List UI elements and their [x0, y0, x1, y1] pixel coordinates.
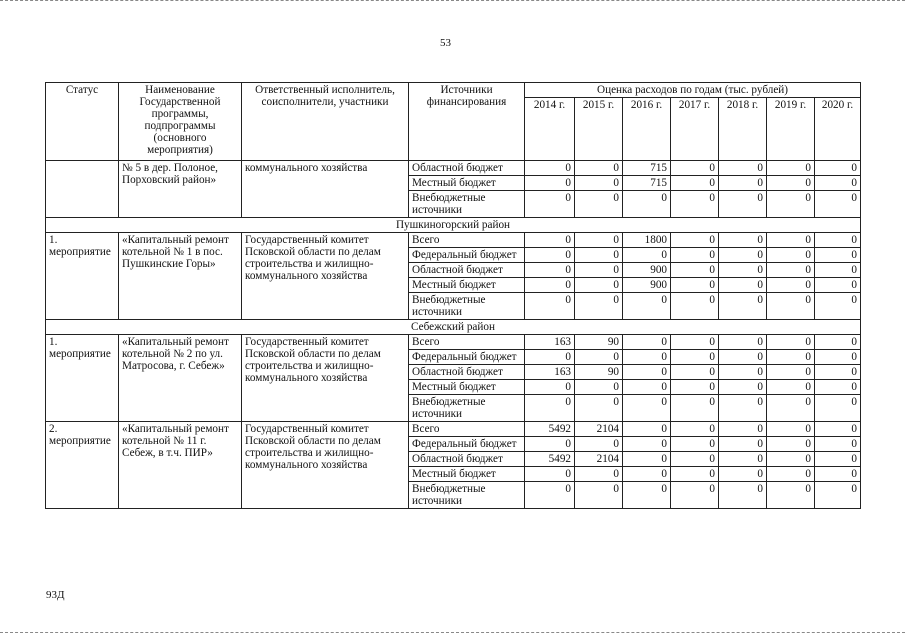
- amount-cell: 0: [623, 293, 671, 320]
- amount-cell: 0: [525, 176, 575, 191]
- amount-cell: 0: [719, 191, 767, 218]
- amount-cell: 0: [815, 365, 861, 380]
- amount-cell: 0: [815, 437, 861, 452]
- amount-cell: 0: [575, 350, 623, 365]
- amount-cell: 0: [671, 278, 719, 293]
- amount-cell: 0: [815, 278, 861, 293]
- amount-cell: 0: [767, 248, 815, 263]
- amount-cell: 0: [671, 176, 719, 191]
- amount-cell: 0: [719, 335, 767, 350]
- header-year: 2014 г.: [525, 98, 575, 161]
- amount-cell: 0: [815, 452, 861, 467]
- scan-edge-top: [0, 0, 905, 5]
- amount-cell: 0: [767, 335, 815, 350]
- amount-cell: 0: [525, 350, 575, 365]
- amount-cell: 0: [525, 233, 575, 248]
- header-year: 2017 г.: [671, 98, 719, 161]
- table-row: [46, 335, 861, 350]
- table-row: [46, 161, 861, 176]
- amount-cell: 0: [815, 248, 861, 263]
- amount-cell: 0: [767, 233, 815, 248]
- measure-name-cell: «Капитальный ремонт котельной № 11 г. Себеж, в т.ч. ПИР»: [119, 422, 242, 509]
- funding-source-cell: Федеральный бюджет: [409, 248, 525, 263]
- amount-cell: 0: [671, 395, 719, 422]
- amount-cell: 0: [575, 395, 623, 422]
- section-row: [46, 320, 861, 335]
- funding-source-cell: Внебюджетные источники: [409, 395, 525, 422]
- amount-cell: 0: [623, 191, 671, 218]
- amount-cell: 0: [719, 233, 767, 248]
- measure-name-cell: «Капитальный ремонт котельной № 2 по ул. Матросова, г. Себеж»: [119, 335, 242, 422]
- amount-cell: 0: [623, 395, 671, 422]
- amount-cell: 0: [767, 293, 815, 320]
- status-cell: 2. мероприятие: [46, 422, 119, 509]
- amount-cell: 0: [767, 395, 815, 422]
- header-year: 2015 г.: [575, 98, 623, 161]
- funding-source-cell: Областной бюджет: [409, 263, 525, 278]
- funding-source-cell: Местный бюджет: [409, 176, 525, 191]
- funding-source-cell: Федеральный бюджет: [409, 437, 525, 452]
- amount-cell: 0: [525, 437, 575, 452]
- amount-cell: 0: [767, 278, 815, 293]
- amount-cell: 163: [525, 335, 575, 350]
- amount-cell: 0: [623, 350, 671, 365]
- amount-cell: 0: [719, 161, 767, 176]
- amount-cell: 0: [719, 452, 767, 467]
- measure-name-cell: № 5 в дер. Полоное, Порховский район»: [119, 161, 242, 218]
- executor-cell: коммунального хозяйства: [242, 161, 409, 218]
- amount-cell: 0: [575, 161, 623, 176]
- amount-cell: 0: [671, 161, 719, 176]
- amount-cell: 0: [719, 263, 767, 278]
- amount-cell: 0: [671, 380, 719, 395]
- amount-cell: 0: [815, 467, 861, 482]
- amount-cell: 0: [525, 293, 575, 320]
- funding-source-cell: Всего: [409, 233, 525, 248]
- section-row: [46, 218, 861, 233]
- amount-cell: 0: [671, 233, 719, 248]
- executor-cell: Государственный комитет Псковской области по делам строительства и жилищно-коммунального хозяйства: [242, 233, 409, 320]
- amount-cell: 163: [525, 365, 575, 380]
- funding-source-cell: Внебюджетные источники: [409, 482, 525, 509]
- amount-cell: 90: [575, 335, 623, 350]
- status-cell: 1. мероприятие: [46, 233, 119, 320]
- header-executor: Ответственный исполнитель, соисполнители, участники: [242, 83, 409, 161]
- amount-cell: 0: [719, 395, 767, 422]
- funding-source-cell: Федеральный бюджет: [409, 350, 525, 365]
- expenditure-table: [45, 82, 861, 509]
- amount-cell: 0: [815, 233, 861, 248]
- amount-cell: 0: [671, 335, 719, 350]
- document-code: 93Д: [46, 589, 65, 601]
- header-sources: Источники финансирования: [409, 83, 525, 161]
- amount-cell: 0: [719, 278, 767, 293]
- amount-cell: 0: [623, 437, 671, 452]
- amount-cell: 900: [623, 278, 671, 293]
- amount-cell: 0: [815, 422, 861, 437]
- amount-cell: 2104: [575, 422, 623, 437]
- amount-cell: 0: [671, 437, 719, 452]
- amount-cell: 0: [767, 161, 815, 176]
- funding-source-cell: Областной бюджет: [409, 452, 525, 467]
- section-title: Себежский район: [46, 320, 861, 335]
- funding-source-cell: Всего: [409, 422, 525, 437]
- amount-cell: 0: [525, 380, 575, 395]
- amount-cell: 0: [671, 191, 719, 218]
- amount-cell: 0: [815, 380, 861, 395]
- amount-cell: 0: [671, 263, 719, 278]
- amount-cell: 0: [671, 365, 719, 380]
- amount-cell: 0: [767, 365, 815, 380]
- header-year: 2018 г.: [719, 98, 767, 161]
- amount-cell: 0: [719, 350, 767, 365]
- executor-cell: Государственный комитет Псковской области по делам строительства и жилищно-коммунального хозяйства: [242, 335, 409, 422]
- amount-cell: 0: [575, 248, 623, 263]
- amount-cell: 0: [671, 467, 719, 482]
- header-year: 2020 г.: [815, 98, 861, 161]
- table-row: [46, 422, 861, 437]
- status-cell: [46, 161, 119, 218]
- amount-cell: 0: [525, 161, 575, 176]
- amount-cell: 0: [623, 380, 671, 395]
- amount-cell: 0: [719, 380, 767, 395]
- funding-source-cell: Областной бюджет: [409, 365, 525, 380]
- amount-cell: 0: [623, 482, 671, 509]
- amount-cell: 0: [525, 263, 575, 278]
- amount-cell: 0: [575, 467, 623, 482]
- amount-cell: 715: [623, 176, 671, 191]
- amount-cell: 0: [623, 365, 671, 380]
- amount-cell: 0: [575, 191, 623, 218]
- amount-cell: 0: [719, 365, 767, 380]
- amount-cell: 0: [815, 335, 861, 350]
- amount-cell: 0: [719, 482, 767, 509]
- amount-cell: 900: [623, 263, 671, 278]
- amount-cell: 0: [719, 467, 767, 482]
- amount-cell: 0: [815, 191, 861, 218]
- amount-cell: 0: [767, 437, 815, 452]
- scan-edge-bottom: [0, 632, 905, 637]
- page-number: 53: [440, 37, 451, 49]
- amount-cell: 0: [671, 293, 719, 320]
- amount-cell: 5492: [525, 452, 575, 467]
- amount-cell: 0: [815, 482, 861, 509]
- funding-source-cell: Местный бюджет: [409, 467, 525, 482]
- amount-cell: 0: [525, 467, 575, 482]
- amount-cell: 0: [623, 248, 671, 263]
- amount-cell: 0: [815, 263, 861, 278]
- amount-cell: 5492: [525, 422, 575, 437]
- funding-source-cell: Местный бюджет: [409, 380, 525, 395]
- funding-source-cell: Всего: [409, 335, 525, 350]
- header-estimate: Оценка расходов по годам (тыс. рублей): [525, 83, 861, 98]
- amount-cell: 0: [815, 293, 861, 320]
- amount-cell: 0: [671, 350, 719, 365]
- funding-source-cell: Областной бюджет: [409, 161, 525, 176]
- amount-cell: 90: [575, 365, 623, 380]
- amount-cell: 0: [767, 380, 815, 395]
- amount-cell: 715: [623, 161, 671, 176]
- amount-cell: 0: [575, 263, 623, 278]
- amount-cell: 0: [719, 176, 767, 191]
- executor-cell: Государственный комитет Псковской области по делам строительства и жилищно-коммунального хозяйства: [242, 422, 409, 509]
- amount-cell: 0: [671, 452, 719, 467]
- amount-cell: 0: [623, 452, 671, 467]
- amount-cell: 0: [719, 437, 767, 452]
- header-status: Статус: [46, 83, 119, 161]
- funding-source-cell: Местный бюджет: [409, 278, 525, 293]
- amount-cell: 0: [767, 176, 815, 191]
- amount-cell: 0: [767, 263, 815, 278]
- measure-name-cell: «Капитальный ремонт котельной № 1 в пос. Пушкинские Горы»: [119, 233, 242, 320]
- header-name: Наименование Государственной программы, подпрограммы (основного мероприятия): [119, 83, 242, 161]
- header-year: 2016 г.: [623, 98, 671, 161]
- amount-cell: 2104: [575, 452, 623, 467]
- amount-cell: 0: [719, 422, 767, 437]
- amount-cell: 0: [815, 176, 861, 191]
- amount-cell: 0: [719, 293, 767, 320]
- amount-cell: 0: [767, 482, 815, 509]
- amount-cell: 0: [719, 248, 767, 263]
- amount-cell: 0: [815, 350, 861, 365]
- amount-cell: 0: [575, 482, 623, 509]
- header-row-1: [46, 83, 861, 98]
- amount-cell: 0: [575, 293, 623, 320]
- amount-cell: 0: [767, 422, 815, 437]
- amount-cell: 0: [671, 248, 719, 263]
- amount-cell: 0: [623, 467, 671, 482]
- amount-cell: 0: [525, 278, 575, 293]
- header-year: 2019 г.: [767, 98, 815, 161]
- amount-cell: 1800: [623, 233, 671, 248]
- amount-cell: 0: [767, 452, 815, 467]
- amount-cell: 0: [815, 161, 861, 176]
- amount-cell: 0: [525, 395, 575, 422]
- amount-cell: 0: [575, 380, 623, 395]
- amount-cell: 0: [525, 191, 575, 218]
- amount-cell: 0: [575, 233, 623, 248]
- amount-cell: 0: [623, 335, 671, 350]
- amount-cell: 0: [767, 191, 815, 218]
- status-cell: 1. мероприятие: [46, 335, 119, 422]
- amount-cell: 0: [525, 482, 575, 509]
- amount-cell: 0: [575, 437, 623, 452]
- amount-cell: 0: [623, 422, 671, 437]
- amount-cell: 0: [575, 278, 623, 293]
- table-row: [46, 233, 861, 248]
- funding-source-cell: Внебюджетные источники: [409, 191, 525, 218]
- amount-cell: 0: [671, 422, 719, 437]
- amount-cell: 0: [575, 176, 623, 191]
- amount-cell: 0: [767, 467, 815, 482]
- amount-cell: 0: [815, 395, 861, 422]
- funding-source-cell: Внебюджетные источники: [409, 293, 525, 320]
- amount-cell: 0: [767, 350, 815, 365]
- amount-cell: 0: [671, 482, 719, 509]
- amount-cell: 0: [525, 248, 575, 263]
- section-title: Пушкиногорский район: [46, 218, 861, 233]
